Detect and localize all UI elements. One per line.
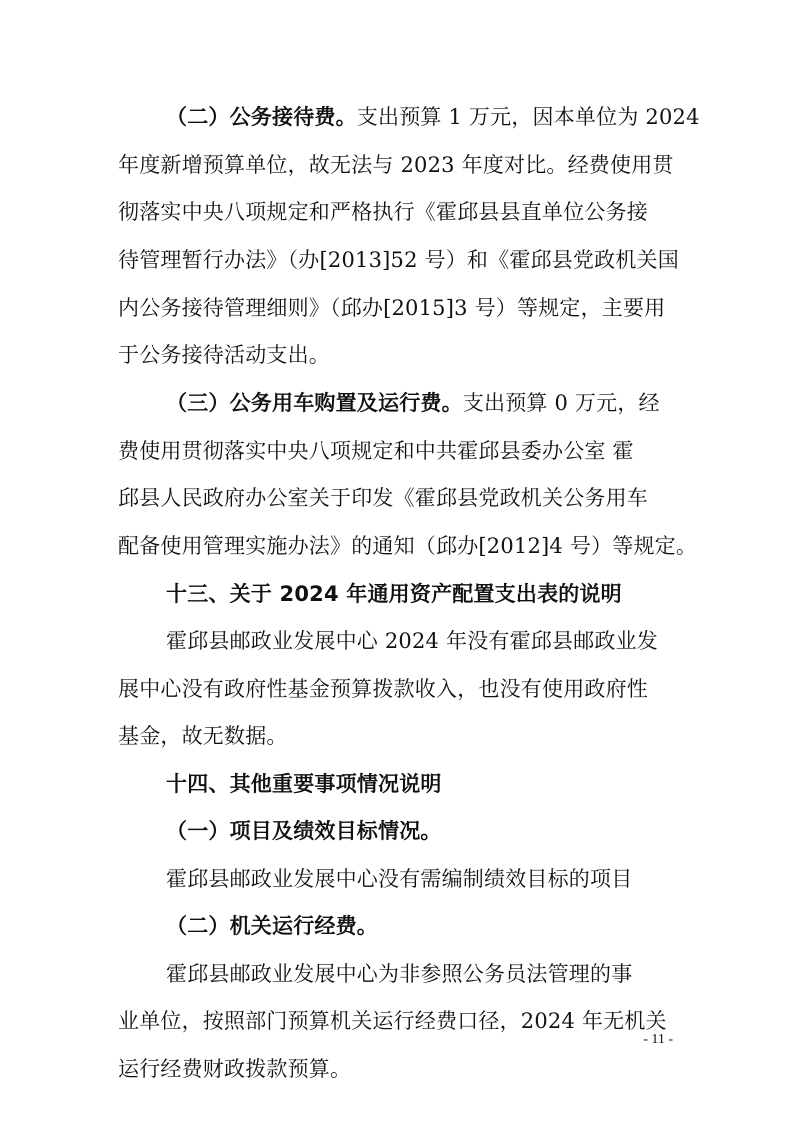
paragraph-line: 待管理暂行办法》（办[2013]52 号）和《霍邱县党政机关国 — [118, 248, 679, 272]
section-13-title: 十三、关于 2024 年通用资产配置支出表的说明 — [166, 582, 622, 606]
paragraph-line: 于公务接待活动支出。 — [118, 343, 330, 367]
paragraph-line: 基金，故无数据。 — [118, 724, 288, 748]
section-3-first-line — [166, 390, 660, 416]
paragraph-line: 业单位，按照部门预算机关运行经费口径，2024 年无机关 — [118, 1009, 667, 1033]
section-14-title: 十四、其他重要事项情况说明 — [166, 772, 442, 796]
section-2-first-line — [166, 104, 700, 130]
section-2-text: 支出预算 1 万元，因本单位为 2024 — [356, 105, 700, 129]
paragraph-line: 霍邱县邮政业发展中心为非参照公务员法管理的事 — [166, 962, 633, 986]
paragraph-line: 内公务接待管理细则》（邱办[2015]3 号）等规定，主要用 — [118, 296, 666, 320]
paragraph-line: 展中心没有政府性基金预算拨款收入，也没有使用政府性 — [118, 677, 648, 701]
paragraph-line: 年度新增预算单位，故无法与 2023 年度对比。经费使用贯 — [118, 153, 674, 177]
paragraph-line: 配备使用管理实施办法》的通知（邱办[2012]4 号）等规定。 — [118, 534, 698, 558]
subsection-2-heading: （二）机关运行经费。 — [166, 914, 378, 938]
paragraph-line: 邱县人民政府办公室关于印发《霍邱县党政机关公务用车 — [118, 486, 648, 510]
paragraph-line: 彻落实中央八项规定和严格执行《霍邱县县直单位公务接 — [118, 200, 648, 224]
paragraph-line: 运行经费财政拨款预算。 — [118, 1057, 352, 1081]
section-3-text: 支出预算 0 万元，经 — [462, 391, 660, 415]
paragraph-line: 霍邱县邮政业发展中心没有需编制绩效目标的项目 — [166, 867, 633, 891]
section-2-heading: （二）公务接待费。 — [166, 105, 357, 129]
paragraph-line: 费使用贯彻落实中央八项规定和中共霍邱县委办公室 霍 — [118, 439, 634, 463]
page-number: - 11 - — [643, 1032, 673, 1047]
subsection-1-heading: （一）项目及绩效目标情况。 — [166, 819, 442, 843]
section-3-heading: （三）公务用车购置及运行费。 — [166, 391, 463, 415]
paragraph-line: 霍邱县邮政业发展中心 2024 年没有霍邱县邮政业发 — [166, 629, 658, 653]
